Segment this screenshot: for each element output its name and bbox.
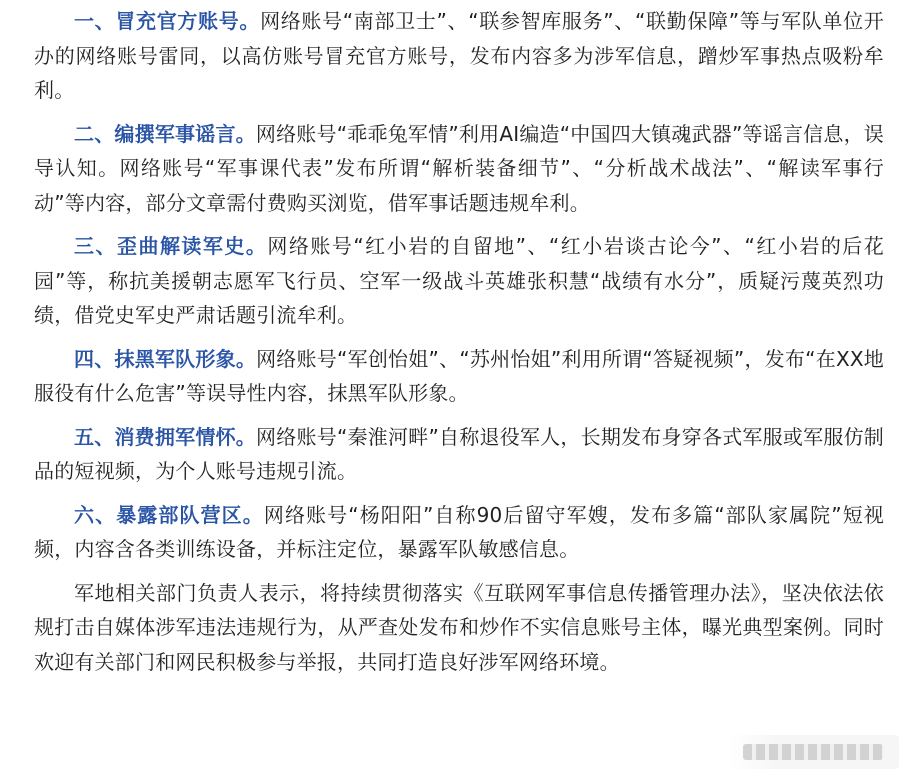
paragraph-text: 网络账号“军创怡姐”、“苏州怡姐”利用所谓“答疑视频”，发布“在XX地服役有什么危害”等误导性内容，抹黑军队形象。	[34, 346, 884, 405]
closing-paragraph: 军地相关部门负责人表示，将持续贯彻落实《互联网军事信息传播管理办法》，坚决依法依规打击自媒体涉军违法违规行为，从严查处发布和炒作不实信息账号主体，曝光典型案例。同时欢迎有关部门和网民积极参与举报，共同打造良好涉军网络环境。	[34, 580, 884, 674]
paragraph-text: 网络账号“秦淮河畔”自称退役军人，长期发布身穿各式军服或军服仿制品的短视频，为个人账号违规引流。	[34, 424, 884, 483]
paragraph-smearing-military-image	[34, 342, 884, 411]
watermark	[729, 735, 899, 769]
paragraph-text: 网络账号“南部卫士”、“联参智库服务”、“联勤保障”等与军队单位开办的网络账号雷同，以高仿账号冒充官方账号，发布内容多为涉军信息，蹭炒军事热点吸粉牟利。	[34, 9, 884, 102]
blurred-watermark-logo	[743, 744, 883, 760]
section-heading: 五、消费拥军情怀。	[74, 424, 257, 449]
section-heading: 二、编撰军事谣言。	[74, 121, 256, 146]
paragraph-distorting-military-history	[34, 229, 884, 333]
paragraph-exposing-barracks	[34, 498, 884, 567]
paragraph-military-rumors	[34, 117, 884, 221]
paragraph-exploiting-military-sentiment	[34, 420, 884, 489]
article-body	[34, 0, 884, 688]
paragraph-impersonating-official-accounts	[34, 4, 884, 108]
section-heading: 一、冒充官方账号。	[74, 9, 261, 33]
paragraph-text: 网络账号“乖乖兔军情”利用AI编造“中国四大镇魂武器”等谣言信息，误导认知。网络账号“军事课代表”发布所谓“解析装备细节”、“分析战术战法”、“解读军事行动”等内容，部分文章需付费购买浏览，借军事话题违规牟利。	[34, 121, 884, 215]
section-heading: 四、抹黑军队形象。	[74, 346, 257, 371]
section-heading: 三、歪曲解读军史。	[74, 234, 268, 258]
paragraph-text: 网络账号“杨阳阳”自称90后留守军嫂，发布多篇“部队家属院”短视频，内容含各类训练设备，并标注定位，暴露军队敏感信息。	[34, 502, 884, 561]
section-heading: 六、暴露部队营区。	[74, 502, 264, 527]
paragraph-text: 网络账号“红小岩的自留地”、“红小岩谈古论今”、“红小岩的后花园”等，称抗美援朝志愿军飞行员、空军一级战斗英雄张积慧“战绩有水分”，质疑污蔑英烈功绩，借党史军史严肃话题引流牟利。	[34, 234, 884, 327]
